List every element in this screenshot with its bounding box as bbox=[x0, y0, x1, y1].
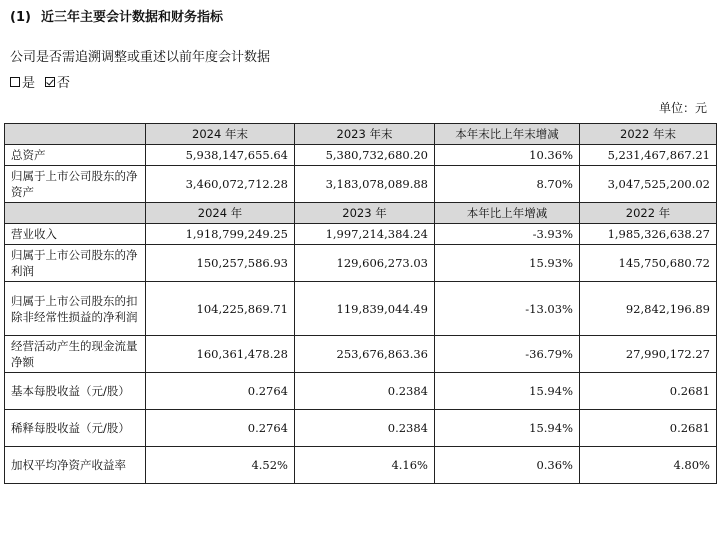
unit-label: 单位：元 bbox=[658, 101, 707, 115]
value-cell: -3.93% bbox=[435, 224, 580, 245]
row-label: 归属于上市公司股东的扣除非经常性损益的净利润 bbox=[5, 282, 146, 336]
value-cell: 8.70% bbox=[435, 166, 580, 203]
header-cell: 本年末比上年末增减 bbox=[435, 124, 580, 145]
table-row bbox=[5, 410, 717, 447]
value-cell: 4.80% bbox=[580, 447, 717, 484]
value-cell: 145,750,680.72 bbox=[580, 245, 717, 282]
table-row bbox=[5, 373, 717, 410]
section-title bbox=[10, 6, 223, 25]
header-row-year bbox=[5, 203, 717, 224]
option-yes-label: 是 bbox=[22, 76, 36, 91]
value-cell: 5,380,732,680.20 bbox=[295, 145, 435, 166]
table-row bbox=[5, 336, 717, 373]
value-cell: 129,606,273.03 bbox=[295, 245, 435, 282]
option-no-label: 否 bbox=[57, 76, 71, 91]
header-row-year-end bbox=[5, 124, 717, 145]
row-label: 基本每股收益（元/股） bbox=[5, 373, 146, 410]
header-cell: 本年比上年增减 bbox=[435, 203, 580, 224]
value-cell: 150,257,586.93 bbox=[146, 245, 295, 282]
row-label: 归属于上市公司股东的净利润 bbox=[5, 245, 146, 282]
value-cell: 0.2384 bbox=[295, 373, 435, 410]
header-cell bbox=[5, 203, 146, 224]
header-cell bbox=[5, 124, 146, 145]
value-cell: 5,231,467,867.21 bbox=[580, 145, 717, 166]
value-cell: 160,361,478.28 bbox=[146, 336, 295, 373]
header-cell: 2023 年 bbox=[295, 203, 435, 224]
value-cell: 1,918,799,249.25 bbox=[146, 224, 295, 245]
header-cell: 2024 年末 bbox=[146, 124, 295, 145]
option-yes[interactable] bbox=[10, 72, 35, 91]
row-label: 加权平均净资产收益率 bbox=[5, 447, 146, 484]
value-cell: 0.2681 bbox=[580, 410, 717, 447]
value-cell: 253,676,863.36 bbox=[295, 336, 435, 373]
section-number: (1) bbox=[10, 10, 31, 25]
value-cell: 15.93% bbox=[435, 245, 580, 282]
restatement-options bbox=[10, 72, 80, 91]
value-cell: 3,460,072,712.28 bbox=[146, 166, 295, 203]
value-cell: 0.2764 bbox=[146, 410, 295, 447]
value-cell: 15.94% bbox=[435, 410, 580, 447]
value-cell: 3,047,525,200.02 bbox=[580, 166, 717, 203]
restatement-question: 公司是否需追溯调整或重述以前年度会计数据 bbox=[10, 50, 271, 65]
financial-indicators-table bbox=[4, 123, 717, 484]
value-cell: 15.94% bbox=[435, 373, 580, 410]
value-cell: 27,990,172.27 bbox=[580, 336, 717, 373]
table-row bbox=[5, 166, 717, 203]
value-cell: 0.2764 bbox=[146, 373, 295, 410]
row-label: 归属于上市公司股东的净资产 bbox=[5, 166, 146, 203]
value-cell: -36.79% bbox=[435, 336, 580, 373]
header-cell: 2022 年 bbox=[580, 203, 717, 224]
value-cell: 4.52% bbox=[146, 447, 295, 484]
value-cell: 1,985,326,638.27 bbox=[580, 224, 717, 245]
table-row bbox=[5, 224, 717, 245]
row-label: 经营活动产生的现金流量净额 bbox=[5, 336, 146, 373]
value-cell: 5,938,147,655.64 bbox=[146, 145, 295, 166]
table-row bbox=[5, 447, 717, 484]
row-label: 稀释每股收益（元/股） bbox=[5, 410, 146, 447]
table-row bbox=[5, 245, 717, 282]
table-row bbox=[5, 145, 717, 166]
value-cell: 119,839,044.49 bbox=[295, 282, 435, 336]
value-cell: 10.36% bbox=[435, 145, 580, 166]
value-cell: 0.2384 bbox=[295, 410, 435, 447]
header-cell: 2024 年 bbox=[146, 203, 295, 224]
section-title-text: 近三年主要会计数据和财务指标 bbox=[40, 10, 223, 25]
value-cell: 92,842,196.89 bbox=[580, 282, 717, 336]
row-label: 营业收入 bbox=[5, 224, 146, 245]
table-row bbox=[5, 282, 717, 336]
value-cell: 1,997,214,384.24 bbox=[295, 224, 435, 245]
value-cell: -13.03% bbox=[435, 282, 580, 336]
value-cell: 4.16% bbox=[295, 447, 435, 484]
value-cell: 0.36% bbox=[435, 447, 580, 484]
checkbox-checked-icon[interactable] bbox=[45, 77, 55, 87]
header-cell: 2023 年末 bbox=[295, 124, 435, 145]
value-cell: 0.2681 bbox=[580, 373, 717, 410]
checkbox-unchecked-icon[interactable] bbox=[10, 77, 20, 87]
value-cell: 3,183,078,089.88 bbox=[295, 166, 435, 203]
row-label: 总资产 bbox=[5, 145, 146, 166]
value-cell: 104,225,869.71 bbox=[146, 282, 295, 336]
option-no[interactable] bbox=[45, 72, 70, 91]
header-cell: 2022 年末 bbox=[580, 124, 717, 145]
